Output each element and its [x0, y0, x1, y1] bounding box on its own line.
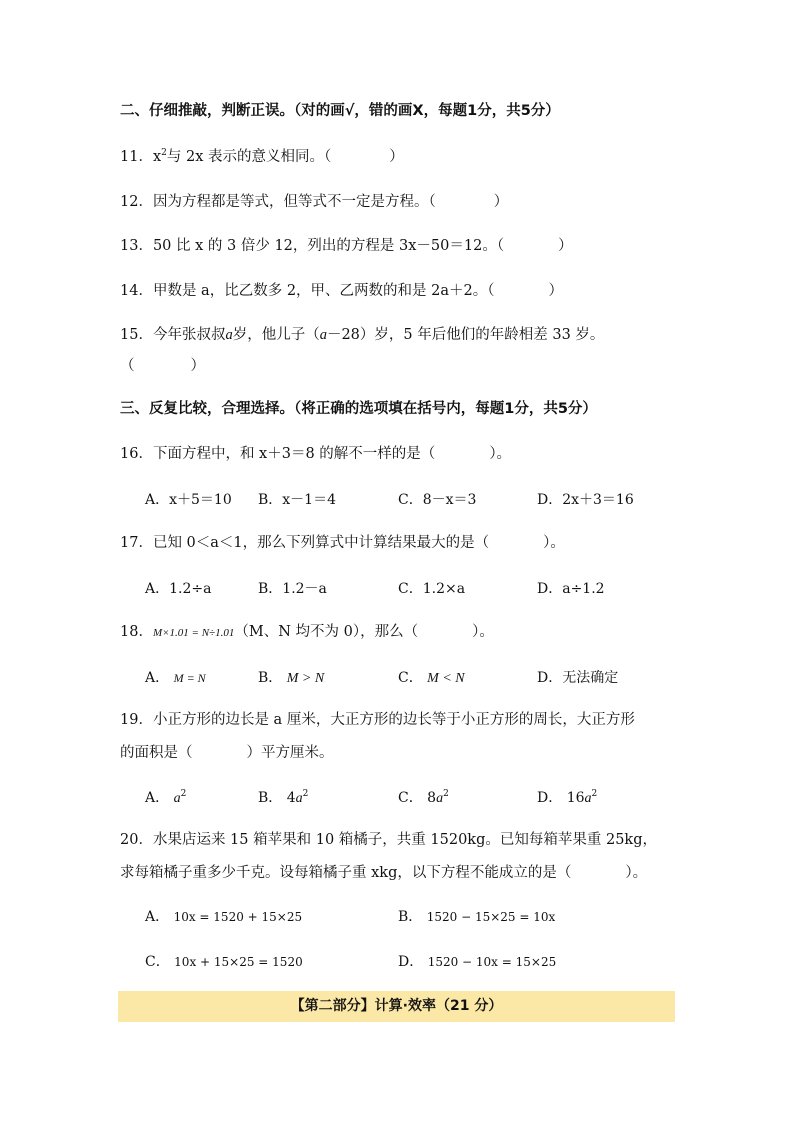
- question-number: 13．: [120, 238, 153, 254]
- question-text: 求每箱橘子重多少千克。设每箱橘子重 xkg，以下方程不能成立的是（: [120, 865, 572, 881]
- question-text: 下面方程中，和 x＋3＝8 的解不一样的是（: [152, 446, 436, 462]
- question-text: 水果店运来 15 箱苹果和 10 箱橘子，共重 1520kg。已知每箱苹果重 25kg，: [152, 832, 657, 848]
- question-number: 15．: [120, 327, 153, 343]
- question-text: 因为方程都是等式，但等式不一定是方程。（: [152, 194, 436, 210]
- question-number: 20．: [120, 832, 153, 848]
- question-16: [120, 444, 511, 464]
- question-text: （M、N 均不为 0），那么（: [234, 624, 419, 640]
- option-b: B． M > N: [258, 670, 325, 686]
- question-sup: 2: [161, 148, 167, 158]
- question-var: x: [152, 149, 162, 165]
- question-text: 50 比 x 的 3 倍少 12，列出的方程是 3x－50＝12。（: [152, 238, 505, 254]
- option-a: A． $a^2$: [145, 789, 187, 806]
- option-c: C．1.2×a: [398, 581, 466, 597]
- answer-bracket-close: ）。: [543, 535, 565, 551]
- answer-bracket-open: （: [120, 358, 135, 374]
- option-a: A．x＋5＝10: [145, 492, 232, 508]
- answer-bracket-close: ）: [558, 238, 573, 254]
- question-number: 17．: [120, 535, 153, 551]
- question-text: －28）岁，5 年后他们的年龄相差 33 岁。: [326, 327, 605, 343]
- part-2-banner: 【第二部分】计算·效率（21 分）: [118, 991, 675, 1022]
- section-2-heading: 二、仔细推敲，判断正误。（对的画√，错的画X，每题1分，共5分）: [120, 103, 560, 119]
- answer-bracket-close: ）。: [625, 865, 648, 881]
- question-11: [120, 147, 404, 167]
- question-13: [120, 236, 573, 256]
- question-text: 小正方形的边长是 a 厘米，大正方形的边长等于小正方形的周长，大正方形: [152, 712, 635, 728]
- option-d: D． $16a^2$: [537, 789, 598, 806]
- question-number: 11．: [120, 149, 153, 165]
- question-text: 岁，他儿子（: [232, 327, 320, 343]
- option-b: B． 1520 − 15×25 = 10x: [398, 909, 556, 925]
- question-text: 甲数是 a，比乙数多 2，甲、乙两数的和是 2a＋2。（: [152, 283, 495, 299]
- option-d: D．a÷1.2: [537, 581, 605, 597]
- question-19-line-2: [120, 743, 334, 763]
- formula: M×1.01 = N÷1.01: [152, 627, 235, 639]
- option-a: A． 10x = 1520 + 15×25: [145, 909, 303, 925]
- question-15-answer: [120, 356, 205, 376]
- answer-bracket-close: ）: [389, 149, 404, 165]
- question-text: 的面积是（: [120, 745, 193, 761]
- answer-bracket-close: ）。: [489, 446, 512, 462]
- variable-a: a: [225, 327, 233, 343]
- question-14: [120, 281, 563, 301]
- question-15: [120, 325, 604, 345]
- question-17: [120, 533, 565, 553]
- option-b: B．1.2－a: [258, 581, 327, 597]
- question-19: [120, 710, 635, 730]
- section-3-heading: 三、反复比较，合理选择。（将正确的选项填在括号内，每题1分，共5分）: [120, 401, 597, 417]
- question-12: [120, 192, 508, 212]
- question-number: 18．: [120, 624, 153, 640]
- question-number: 14．: [120, 283, 153, 299]
- answer-bracket-close: ）: [493, 194, 509, 210]
- option-c: C． 10x + 15×25 = 1520: [145, 954, 303, 970]
- question-number: 16．: [120, 446, 153, 462]
- answer-bracket-close: ）。: [472, 624, 494, 640]
- option-d: D．无法确定: [537, 670, 619, 686]
- answer-bracket-close: ）: [548, 283, 563, 299]
- answer-bracket-close: ）平方厘米。: [246, 745, 334, 761]
- question-20-line-2: [120, 863, 647, 883]
- question-20: [120, 830, 657, 850]
- option-a: A． M = N: [145, 670, 206, 686]
- question-text: 与 2x 表示的意义相同。（: [166, 149, 332, 165]
- variable-a: a: [319, 327, 327, 343]
- question-number: 12．: [120, 194, 153, 210]
- option-a: A．1.2÷a: [145, 581, 212, 597]
- question-number: 19．: [120, 712, 153, 728]
- question-18: [120, 622, 494, 643]
- option-d: D． 1520 − 10x = 15×25: [398, 954, 557, 970]
- question-text: 今年张叔叔: [152, 327, 226, 343]
- option-c: C．8－x＝3: [398, 492, 477, 508]
- answer-bracket-close: ）: [190, 358, 205, 374]
- option-b: B． $4a^2$: [258, 789, 309, 806]
- option-b: B．x－1＝4: [258, 492, 336, 508]
- option-d: D．2x＋3＝16: [537, 492, 634, 508]
- question-text: 已知 0＜a＜1，那么下列算式中计算结果最大的是（: [152, 535, 490, 551]
- option-c: C． $8a^2$: [398, 789, 449, 806]
- option-c: C． M < N: [398, 670, 465, 686]
